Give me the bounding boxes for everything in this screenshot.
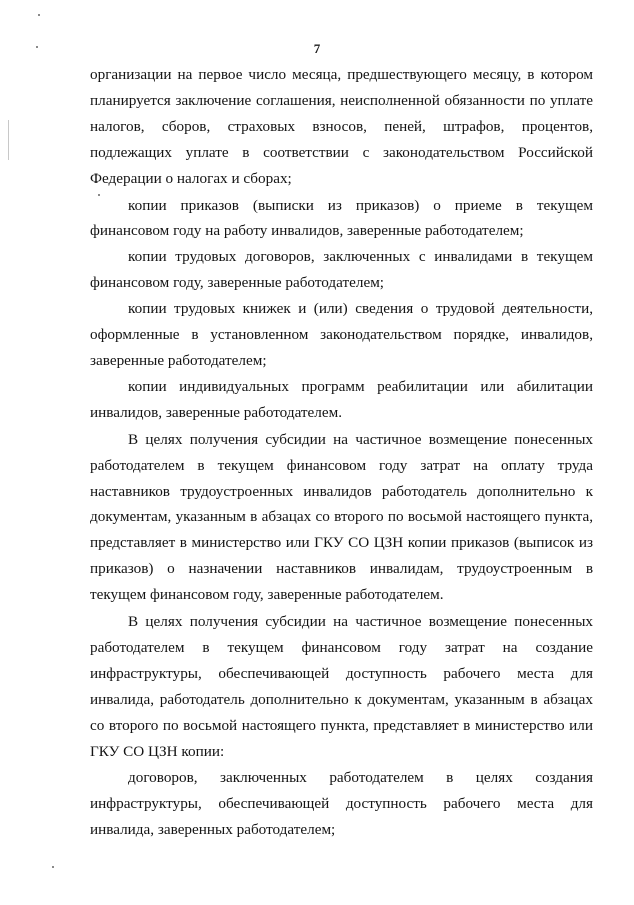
paragraph-work-books: копии трудовых книжек и (или) сведения о трудовой деятельности, оформленные в установленном законодательством порядке, инвалидов, заверенные работодателем; [90,300,593,369]
page-number: 7 [313,41,321,56]
paragraph-hiring-orders: копии приказов (выписки из приказов) о приеме в текущем финансовом году на работу инвалидов, заверенные работодателем; [90,196,593,240]
paragraph-infrastructure-subsidy: В целях получения субсидии на частичное возмещение понесенных работодателем в текущем финансовом году затрат на создание инфраструктуры, обеспечивающей доступность рабочего места для инвалида, работодатель дополнительно к документам, указанным в абзацах со второго по восьмой настоящего пункта, представляет в министерство или ГКУ СО ЦЗН копии: [90,613,593,760]
paragraph-contracts-list-item: договоров, заключенных работодателем в целях создания инфраструктуры, обеспечивающей доступность рабочего места для инвалида, заверенных работодателем; [90,769,593,839]
paragraph-rehab-programs: копии индивидуальных программ реабилитации или абилитации инвалидов, заверенные работодателем. [90,377,593,421]
scan-mark [38,14,40,16]
document-body [90,62,593,843]
scan-mark [8,120,9,160]
paragraph-continuation: организации на первое число месяца, предшествующего месяцу, в котором планируется заключение соглашения, неисполненной обязанности по уплате налогов, сборов, страховых взносов, пеней, штрафов, процентов, подлежащих уплате в соответствии с законодательством Российской Федерации о налогах и сборах; [90,66,593,187]
paragraph-mentors-subsidy: В целях получения субсидии на частичное возмещение понесенных работодателем в текущем финансовом году затрат на оплату труда наставников трудоустроенных инвалидов работодатель дополнительно к документам, указанным в абзацах со второго по восьмой настоящего пункта, представляет в министерство или ГКУ СО ЦЗН копии приказов (выписок из приказов) о назначении наставников инвалидам, трудоустроенным в текущем финансовом году, заверенные работодателем. [90,430,593,604]
paragraph-labor-contracts: копии трудовых договоров, заключенных с инвалидами в текущем финансовом году, заверенные работодателем; [90,248,593,292]
scan-mark [52,866,54,868]
